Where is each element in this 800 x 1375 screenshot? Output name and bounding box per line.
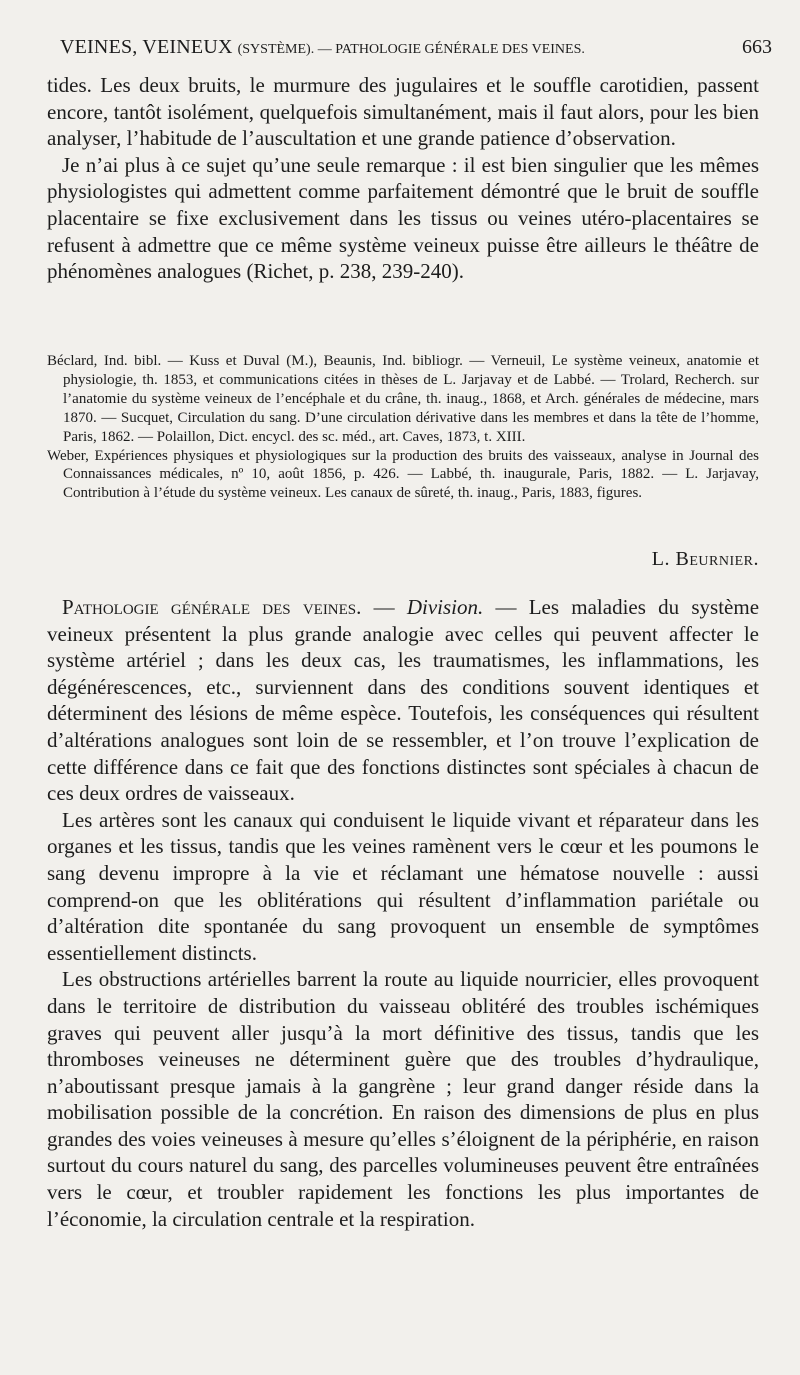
- paragraph-continuation: tides. Les deux bruits, le murmure des jugulaires et le souffle carotidien, passent encore, tantôt isolément, quelquefois simultanément, mais il faut alors, pour les bien analyser, l’habitude de l’auscultation et une grande patience d’observation.: [47, 73, 759, 151]
- running-header: [60, 34, 772, 63]
- header-subtitle: (SYSTÈME). — PATHOLOGIE GÉNÉRALE DES VEINES.: [237, 42, 585, 57]
- bibliography-entry: Weber, Expériences physiques et physiologiques sur la production des bruits des vaisseaux, analyse in Journal des Connaissances médicales, nº 10, août 1856, p. 426. — Labbé, th. inaugurale, Paris, 1882. — L. Jarjavay, Contribution à l’étude du système veineux. Les canaux de sûreté, th. inaug., Paris, 1883, figures.: [47, 447, 759, 502]
- section-heading: Pathologie générale des veines.: [62, 595, 362, 619]
- header-title: VEINES, VEINEUX: [60, 36, 233, 58]
- page-number: 663: [742, 36, 772, 58]
- heading-dash: —: [483, 595, 529, 619]
- paragraph-arteres: Les artères sont les canaux qui conduisent le liquide vivant et réparateur dans les organes et les tissus, tandis que les veines ramènent vers le cœur et les poumons le sang devenu impropre à la vie et réclamant une hématose nouvelle : aussi comprend-on que les oblitérations qui résultent d’inflammation pariétale ou d’altération dite spontanée du sang provoquent un ensemble de symptômes essentiellement distincts.: [47, 807, 759, 965]
- section-intro-text: Les maladies du système veineux présentent la plus grande analogie avec celles qui peuvent affecter le système artériel ; dans les deux cas, les traumatismes, les inflammations, les dégénérescences, etc., surviennent dans des conditions souvent identiques et déterminent des lésions de même espèce. Toutefois, les conséquences qui résultent d’altérations analogues sont loin de se ressembler, et l’on trouve l’explication de cette différence dans ce fait que des fonctions distinctes sont spéciales à chacun de ces deux ordres de vaisseaux.: [47, 595, 760, 806]
- bibliography-entry: Béclard, Ind. bibl. — Kuss et Duval (M.), Beaunis, Ind. bibliogr. — Verneuil, Le système veineux, anatomie et physiologie, th. 1853, et communications citées in thèses de L. Jarjavay et de Labbé. — Trolard, Recherch. sur l’anatomie du système veineux de l’encéphale et du crâne, th. inaug., 1868, et Arch. générales de médecine, mars 1870. — Sucquet, Circulation du sang. D’une circulation dérivative dans les membres et dans la tête de l’homme, Paris, 1862. — Polaillon, Dict. encycl. des sc. méd., art. Caves, 1873, t. XIII.: [47, 353, 759, 445]
- section-first-paragraph: [47, 594, 759, 807]
- heading-dash: —: [361, 595, 407, 619]
- section-pathologie: [47, 594, 759, 1232]
- bibliography: [47, 352, 759, 503]
- paragraph-obstructions: Les obstructions artérielles barrent la route au liquide nourricier, elles provoquent dans le territoire de distribution du vaisseau oblitéré des troubles ischémiques graves qui peuvent aller jusqu’à la mort définitive des tissus, tandis que les thromboses veineuses ne déterminent guère que des troubles d’hydraulique, n’aboutissant presque jamais à la gangrène ; leur grand danger réside dans la mobilisation possible de la concrétion. En raison des dimensions de plus en plus grandes des voies veineuses à mesure qu’elles s’éloignent de la périphérie, en raison surtout du cours naturel du sang, des parcelles volumineuses peuvent être entraînées vers le cœur, et troubler rapidement les fonctions les plus importantes de l’économie, la circulation centrale et la respiration.: [47, 967, 759, 1231]
- section-subheading: Division.: [406, 595, 484, 619]
- top-text-block: [47, 72, 759, 285]
- author-signature: L. Beurnier.: [651, 548, 759, 570]
- paragraph-remark: Je n’ai plus à ce sujet qu’une seule remarque : il est bien singulier que les mêmes physiologistes qui admettent comme parfaitement démontré que le bruit de souffle placentaire se fixe exclusivement dans les tissus ou veines utéro-placentaires se refusent à admettre que ce même système veineux puisse être ailleurs le théâtre de phénomènes analogues (Richet, p. 238, 239-240).: [47, 152, 759, 284]
